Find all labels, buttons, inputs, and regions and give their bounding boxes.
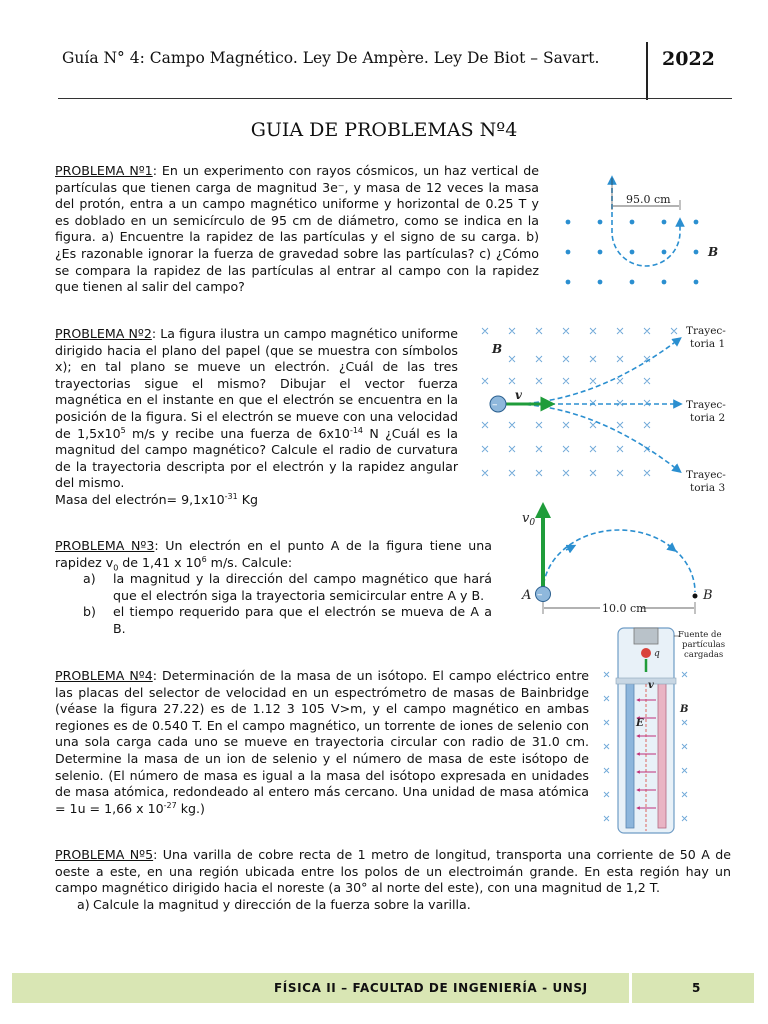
trajectory-2-label-2: toria 2: [690, 412, 726, 424]
problem-5-item-a: [55, 897, 731, 914]
semicircle-path: [543, 530, 695, 592]
guide-year: 2022: [662, 48, 715, 70]
footer-separator: [629, 973, 632, 1003]
figure-3-semicircle: [498, 500, 738, 625]
figure-3-distance: 10.0 cm: [602, 602, 647, 615]
figure-4-e-label: E: [636, 718, 644, 729]
problem-2-label: PROBLEMA Nº2: [55, 326, 152, 341]
item-b-letter: b): [83, 604, 96, 620]
problem-1: [55, 163, 539, 296]
trajectory-2-label: Trayec-: [686, 399, 726, 411]
problem-3-label: PROBLEMA Nº3: [55, 538, 155, 553]
page-number: 5: [692, 981, 701, 995]
figure-4-q-label: q: [654, 649, 660, 659]
problem-5-text: : Una varilla de cobre recta de 1 metro de longitud, transporta una corriente de 50 A de oeste a este, en una región ubicada entre los polos de un electroimán grande. En esta región hay un campo magnético dirigido hacia el noreste (a 30° al norte del este), con una magnitud de 1,2 T.: [55, 847, 731, 896]
figure-4-spectrometer: [600, 626, 740, 836]
trajectory-1-label: Trayec-: [686, 325, 726, 337]
problem-1-label: PROBLEMA Nº1: [55, 163, 153, 178]
field-dots: [566, 220, 699, 285]
problem-2-exp-1: 5: [120, 425, 126, 435]
problem-2-text-2: m/s y recibe una fuerza de 6x10: [125, 425, 350, 441]
problem-1-text: : En un experimento con rayos cósmicos, un haz vertical de partículas que tienen carga de magnitud 3e⁻, y masa de 12 veces la masa del protón, entra a un campo magnético uniforme y horizontal de 0.25 T y es doblado en un semicírculo de 95 cm de diámetro, como se indica en la figura. a) Encuentre la rapidez de las partículas y el signo de su carga. b) ¿Es razonable ignorar la fuerza de gravedad sobre las partículas? c) ¿Cómo se compara la rapidez de las partículas al entrar al campo con la rapidez que tienen al salir del campo?: [55, 163, 539, 295]
electron-mass: Masa del electrón= 9,1x10: [55, 491, 225, 507]
problem-4-text-2: kg.): [176, 800, 205, 816]
figure-3-v0-label: $v_0$: [522, 511, 536, 528]
problem-4-exp: -27: [163, 800, 177, 810]
item-a-text: la magnitud y la dirección del campo magnético que hará que el electrón siga la trayectoria semicircular entre A y B.: [113, 571, 492, 603]
figure-2-trajectories: [478, 320, 738, 498]
problem-4: [55, 668, 589, 817]
field-crosses: [482, 328, 677, 476]
figure-2-b-label: B: [492, 342, 503, 356]
footer-bar: [12, 973, 754, 1003]
problem-3-text-3: m/s. Calcule:: [206, 554, 293, 570]
trajectory-3-path: [518, 404, 678, 470]
trajectory-3-label: Trayec-: [686, 469, 726, 481]
trajectory-1-label-2: toria 1: [690, 338, 726, 350]
problem-3-sub: 0: [113, 563, 119, 573]
guide-title: Guía N° 4: Campo Magnético. Ley De Ampère. Ley De Biot – Savart.: [62, 49, 600, 67]
problem-3-item-a: [55, 571, 492, 604]
header-rule: [58, 98, 732, 99]
problem-2-text-3: N ¿Cuál es la magnitud del campo magnético? Calcule el radio de curvatura de la trayectoria descripta por el electrón y la rapidez angular del mismo.: [55, 425, 458, 491]
figure-4-v-label: v: [648, 680, 654, 691]
item-a-letter: a): [83, 571, 96, 587]
problem-5-label: PROBLEMA Nº5: [55, 847, 154, 862]
electron-mass-exp: -31: [224, 491, 238, 501]
item-a-text: Calcule la magnitud y dirección de la fuerza sobre la varilla.: [93, 896, 471, 912]
trajectory-3-label-2: toria 3: [690, 482, 726, 494]
svg-text:–: –: [537, 588, 543, 601]
source-label-2: partículas: [682, 640, 726, 650]
problem-3-exp: 6: [201, 554, 207, 564]
problem-3-text-2: de 1,41 x 10: [118, 554, 202, 570]
problem-4-text-1: : Determinación de la masa de un isótopo. El campo eléctrico entre las placas del selector de velocidad en un espectrómetro de masas de Bainbridge (véase la figura 27.22) es de 1.12 3 105 V>m, y el campo magnético en ambas regiones es de 0.540 T. En el campo magnético, un torrente de iones de selenio con una sola carga cada uno se mueve en trayectoria circular con radio de 31.0 cm. Determine la masa de un ion de selenio y el número de masa de este isótopo de selenio. (El número de masa es igual a la masa del isótopo expresada en unidades de masa atómica, redondeado al entero más cercano. Una unidad de masa atómica = 1u = 1,66 x 10: [55, 668, 589, 816]
footer-text: FÍSICA II – FACULTAD DE INGENIERÍA - UNSJ: [274, 981, 588, 995]
point-b: [693, 594, 698, 599]
source-label-1: Fuente de: [678, 630, 722, 640]
figure-3-b-label: B: [703, 588, 713, 603]
svg-text:–: –: [492, 398, 498, 411]
trajectory-1-path: [518, 340, 678, 404]
item-a-letter: a): [77, 896, 90, 912]
figure-1-semicircle: [550, 170, 730, 300]
source-label-3: cargadas: [684, 650, 724, 660]
problem-4-label: PROBLEMA Nº4: [55, 668, 153, 683]
problem-3-item-b: [55, 604, 492, 637]
problem-5: [55, 847, 731, 913]
charged-particle: [641, 648, 651, 658]
figure-2-v-label: v: [515, 388, 522, 402]
problem-2-exp-2: -14: [349, 425, 364, 435]
figure-1-dimension: 95.0 cm: [626, 193, 671, 206]
figure-3-a-label: A: [522, 588, 532, 603]
problem-3-text-1: : Un electrón en el punto A de la figura tiene una rapidez v: [55, 538, 492, 570]
item-b-text: el tiempo requerido para que el electrón se mueva de A a B.: [113, 604, 492, 636]
figure-1-b-label: B: [708, 245, 719, 259]
electron-mass-line: [55, 492, 458, 509]
electron-mass-unit: Kg: [237, 491, 258, 507]
problem-3: [55, 538, 492, 638]
problem-2: [55, 326, 458, 509]
figure-4-b-label: B: [680, 704, 689, 715]
problem-2-text-1: : La figura ilustra un campo magnético uniforme dirigido hacia el plano del papel (que se muestra con símbolos x); en tal plano se mueve un electrón. ¿Cuál de las tres trayectorias sigue el mismo? Dibujar el vector fuerza magnética en el instante en que el electrón se encuentra en la posición de la figura. Si el electrón se mueve con una velocidad de 1,5x10: [55, 326, 458, 441]
page-title: GUIA DE PROBLEMAS Nº4: [250, 119, 518, 141]
header-divider: [646, 42, 648, 100]
